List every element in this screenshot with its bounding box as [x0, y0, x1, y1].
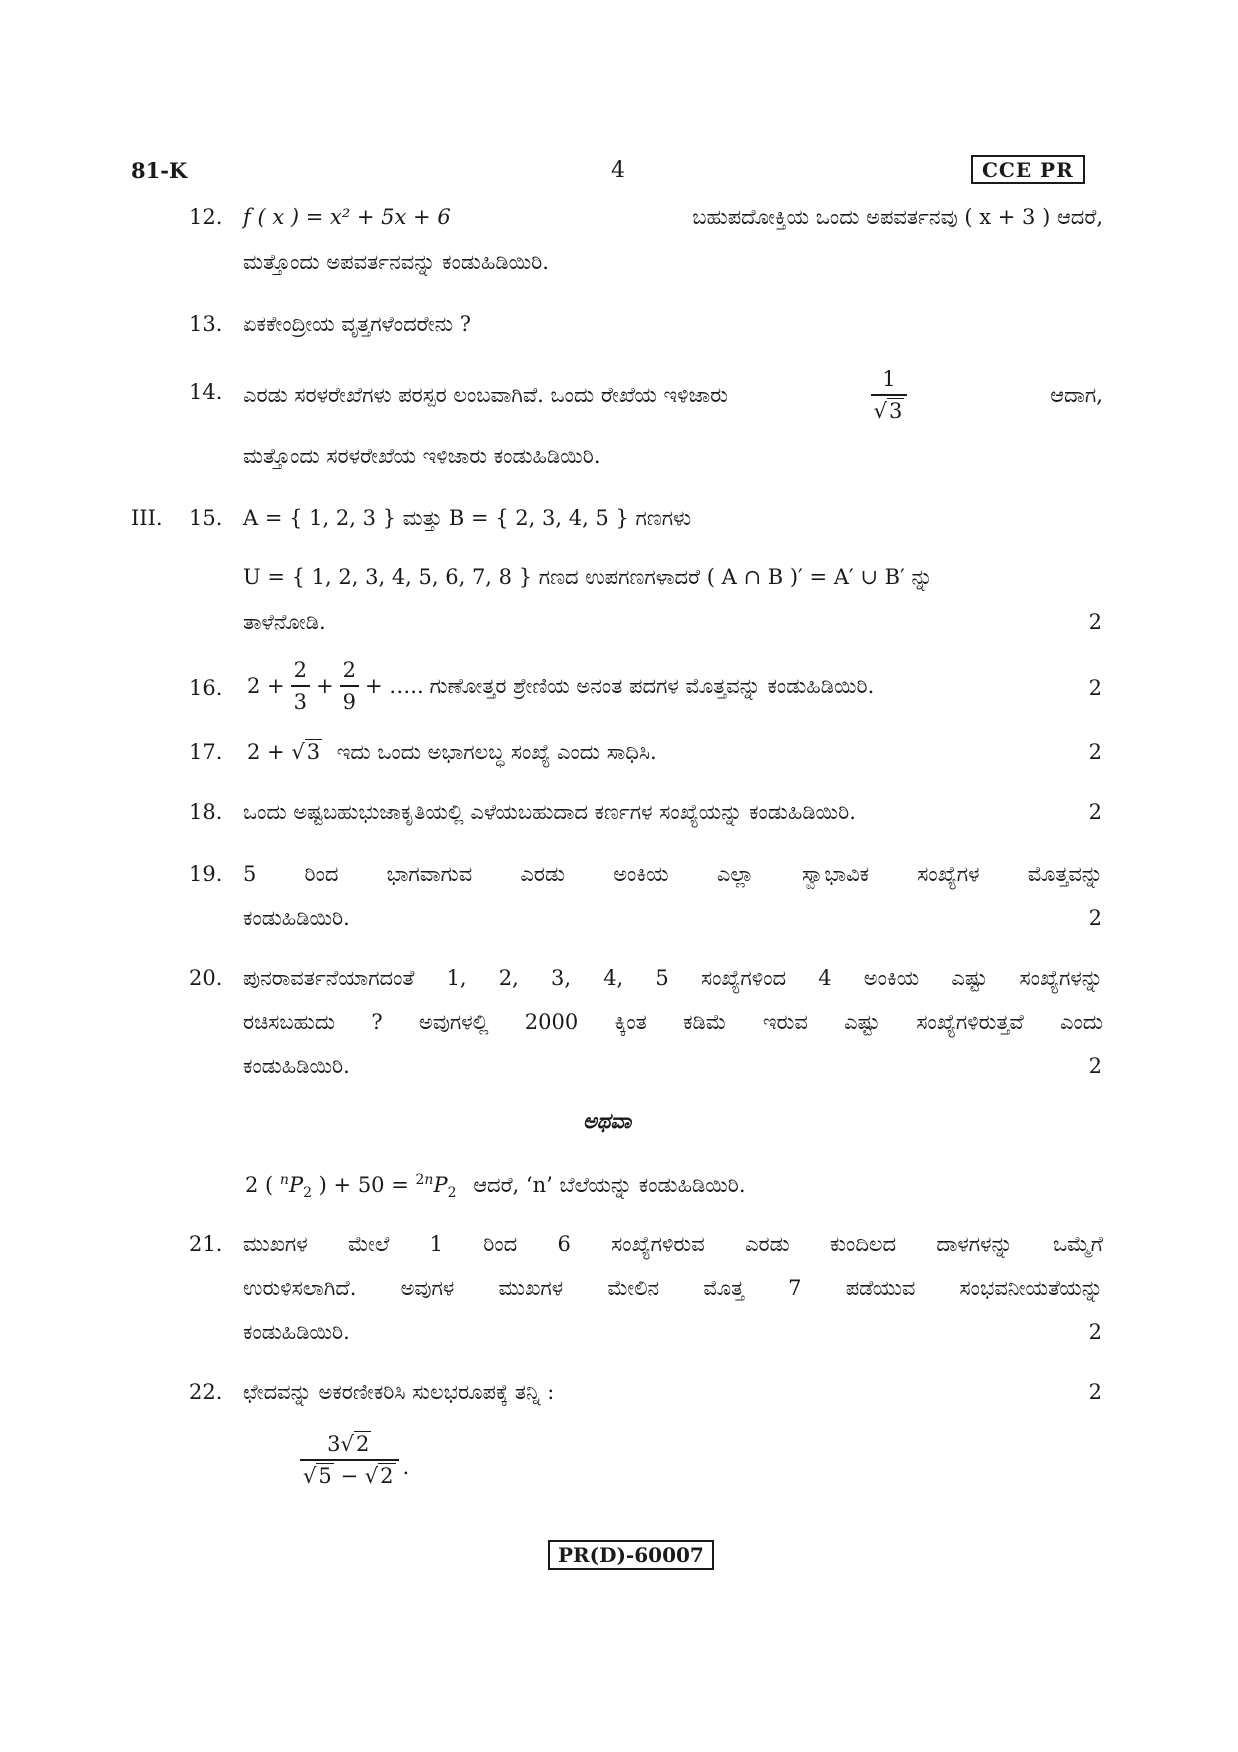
- question-14-end: ಆದಾಗ,: [1050, 382, 1103, 407]
- question-number-14: 14.: [189, 380, 223, 404]
- question-15-line-3: ತಾಳೆನೋಡಿ.: [243, 610, 326, 634]
- question-16-line: [247, 658, 874, 714]
- question-15-line-1: A = { 1, 2, 3 } ಮತ್ತು B = { 2, 3, 4, 5 } ಗಣಗಳು: [243, 506, 692, 530]
- subject-code: 81-K: [131, 158, 188, 183]
- question-17-marks: 2: [1088, 740, 1102, 764]
- question-19-line-2: ಕಂಡುಹಿಡಿಯಿರಿ.: [243, 906, 350, 930]
- question-22-numerator: 3√2: [327, 1432, 370, 1456]
- question-14-frac-den: √3: [871, 394, 908, 423]
- question-16-marks: 2: [1088, 676, 1102, 700]
- question-14-line-2: ಮತ್ತೊಂದು ಸರಳರೇಖೆಯ ಇಳಿಜಾರು ಕಂಡುಹಿಡಿಯಿರಿ.: [243, 444, 601, 468]
- question-number-21: 21.: [189, 1232, 223, 1256]
- or-divider: ಅಥವಾ: [583, 1108, 632, 1133]
- question-number-17: 17.: [189, 740, 223, 764]
- question-number-19: 19.: [189, 862, 223, 886]
- question-22-num-radicand: 2: [355, 1432, 370, 1456]
- question-12-math: f ( x ) = x² + 5x + 6: [243, 205, 451, 229]
- question-16-fraction-2: [340, 658, 359, 714]
- question-22-minus: −: [340, 1464, 359, 1488]
- question-16-fraction-1: [291, 658, 310, 714]
- question-17-line: [247, 740, 657, 765]
- question-number-18: 18.: [189, 800, 223, 824]
- question-15-marks: 2: [1088, 610, 1102, 634]
- question-22-marks: 2: [1088, 1380, 1102, 1404]
- paper-tag: CCE PR: [971, 155, 1085, 184]
- question-number-16: 16.: [189, 676, 223, 700]
- question-21-marks: 2: [1088, 1320, 1102, 1344]
- question-21-line-1: ಮುಖಗಳ ಮೇಲೆ 1 ರಿಂದ 6 ಸಂಖ್ಯೆಗಳಿರುವ ಎರಡು ಕುಂದಿಲದ ದಾಳಗಳನ್ನು ಒಮ್ಮೆಗೆ: [243, 1232, 1103, 1256]
- question-17-radicand: 3: [306, 740, 321, 764]
- question-17-text: ಇದು ಒಂದು ಅಭಾಗಲಬ್ಧ ಸಂಖ್ಯೆ ಎಂದು ಸಾಧಿಸಿ.: [336, 740, 657, 764]
- question-number-13: 13.: [189, 312, 223, 336]
- question-18-text: ಒಂದು ಅಷ್ಟಬಹುಭುಜಾಕೃತಿಯಲ್ಲಿ ಎಳೆಯಬಹುದಾದ ಕರ್ಣಗಳ ಸಂಖ್ಯೆಯನ್ನು ಕಂಡುಹಿಡಿಯಿರಿ.: [243, 800, 856, 824]
- question-19-line-1: 5 ರಿಂದ ಭಾಗವಾಗುವ ಎರಡು ಅಂಕಿಯ ಎಲ್ಲಾ ಸ್ವಾಭಾವಿಕ ಸಂಖ್ಯೆಗಳ ಮೊತ್ತವನ್ನು: [243, 862, 1103, 886]
- question-21-line-2: ಉರುಳಿಸಲಾಗಿದೆ. ಅವುಗಳ ಮುಖಗಳ ಮೇಲಿನ ಮೊತ್ತ 7 ಪಡೆಯುವ ಸಂಭವನೀಯತೆಯನ್ನು: [243, 1276, 1103, 1300]
- question-16-plus: +: [316, 674, 334, 698]
- question-20-alt-text: ಆದರೆ, ‘n’ ಬೆಲೆಯನ್ನು ಕಂಡುಹಿಡಿಯಿರಿ.: [473, 1173, 746, 1197]
- question-15-line-2: U = { 1, 2, 3, 4, 5, 6, 7, 8 } ಗಣದ ಉಪಗಣಗಳಾದರೆ ( A ∩ B )′ = A′ ∪ B′ ನ್ನು: [243, 565, 933, 589]
- question-20-alt: [245, 1172, 746, 1201]
- question-12-line-1: [243, 205, 1103, 230]
- question-14-radicand: 3: [889, 399, 903, 423]
- question-13-text: ಏಕಕೇಂದ್ರೀಯ ವೃತ್ತಗಳೆಂದರೇನು ?: [243, 312, 471, 336]
- question-21-line-3: ಕಂಡುಹಿಡಿಯಿರಿ.: [243, 1320, 350, 1344]
- question-18-marks: 2: [1088, 800, 1102, 824]
- question-17-expr: 2 +: [247, 740, 285, 764]
- question-16-expr-end: + …..: [365, 674, 424, 698]
- question-14-frac-num: 1: [882, 367, 896, 391]
- question-12-line-2: ಮತ್ತೊಂದು ಅಪವರ್ತನವನ್ನು ಕಂಡುಹಿಡಿಯಿರಿ.: [243, 250, 549, 274]
- question-12-text: ಬಹುಪದೋಕ್ತಿಯ ಒಂದು ಅಪವರ್ತನವು ( x + 3 ) ಆದರೆ,: [692, 205, 1103, 229]
- question-16-frac1-den: 3: [291, 685, 310, 714]
- question-16-frac2-den: 9: [340, 685, 359, 714]
- footer-code: PR(D)-60007: [548, 1540, 714, 1570]
- question-14-fraction: [871, 367, 908, 423]
- question-16-frac1-num: 2: [293, 658, 308, 682]
- question-14-line-1: [243, 367, 1103, 423]
- question-number-12: 12.: [189, 205, 223, 229]
- question-22-den-radicand-2: 2: [380, 1464, 394, 1488]
- question-20-line-3: ಕಂಡುಹಿಡಿಯಿರಿ.: [243, 1054, 350, 1078]
- question-19-marks: 2: [1088, 906, 1102, 930]
- question-22-num-coef: 3: [327, 1432, 341, 1456]
- question-number-20: 20.: [189, 966, 223, 990]
- question-16-frac2-num: 2: [342, 658, 356, 682]
- question-20-line-1: ಪುನರಾವರ್ತನೆಯಾಗದಂತೆ 1, 2, 3, 4, 5 ಸಂಖ್ಯೆಗಳಿಂದ 4 ಅಂಕಿಯ ಎಷ್ಟು ಸಂಖ್ಯೆಗಳನ್ನು: [243, 966, 1103, 990]
- question-number-15: 15.: [189, 506, 223, 530]
- question-16-text: ಗುಣೋತ್ತರ ಶ್ರೇಣಿಯ ಅನಂತ ಪದಗಳ ಮೊತ್ತವನ್ನು ಕಂಡುಹಿಡಿಯಿರಿ.: [429, 673, 875, 698]
- question-22-expression: [300, 1432, 409, 1488]
- question-number-22: 22.: [189, 1380, 223, 1404]
- question-22-period: .: [402, 1455, 410, 1479]
- question-22-text: ಛೇದವನ್ನು ಅಕರಣೀಕರಿಸಿ ಸುಲಭರೂಪಕ್ಕೆ ತನ್ನಿ :: [243, 1380, 555, 1404]
- question-22-den-radicand-1: 5: [318, 1464, 332, 1488]
- question-20-line-2: ರಚಿಸಬಹುದು ? ಅವುಗಳಲ್ಲಿ 2000 ಕ್ಕಿಂತ ಕಡಿಮೆ ಇರುವ ಎಷ್ಟು ಸಂಖ್ಯೆಗಳಿರುತ್ತವೆ ಎಂದು: [243, 1010, 1103, 1034]
- question-17-sqrt: √3: [291, 740, 321, 764]
- question-14-text: ಎರಡು ಸರಳರೇಖೆಗಳು ಪರಸ್ಪರ ಲಂಬವಾಗಿವೆ. ಒಂದು ರೇಖೆಯ ಇಳಿಜಾರು: [243, 382, 728, 407]
- question-20-alt-math: 2 ( $^nP_2$ ) + $50 = ^{2n}P_2$: [245, 1172, 457, 1202]
- question-20-marks: 2: [1088, 1054, 1102, 1078]
- question-16-expr-start: 2 +: [247, 674, 285, 698]
- page-number: 4: [611, 158, 625, 183]
- section-label: III.: [131, 506, 163, 530]
- question-22-fraction: [300, 1432, 399, 1488]
- question-22-denominator: √5 − √2: [300, 1459, 399, 1488]
